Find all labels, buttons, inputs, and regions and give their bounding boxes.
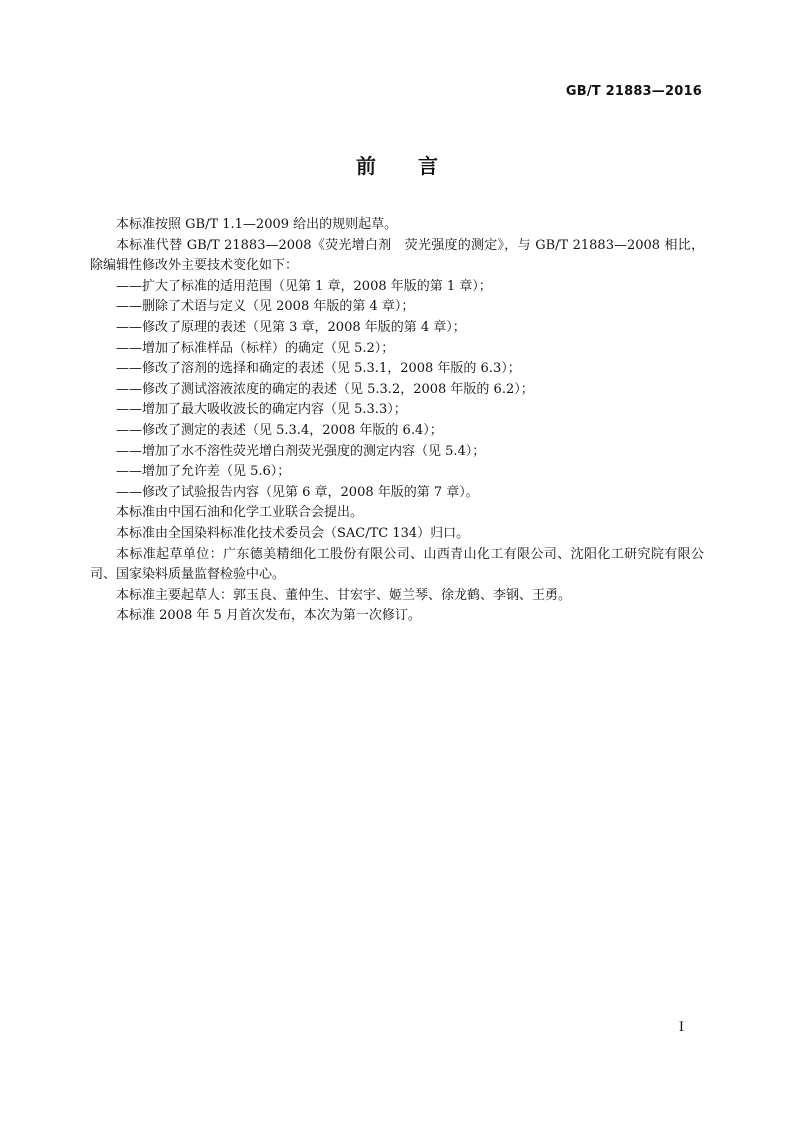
change-item: ——扩大了标准的适用范围（见第 1 章，2008 年版的第 1 章）；	[116, 278, 492, 294]
change-item: ——修改了原理的表述（见第 3 章，2008 年版的第 4 章）；	[116, 319, 466, 335]
paragraph-centralized-by: 本标准由全国染料标准化技术委员会（SAC/TC 134）归口。	[116, 525, 470, 541]
page-number: I	[678, 1020, 684, 1035]
paragraph-drafting-units: 本标准起草单位：广东德美精细化工股份有限公司、山西青山化工有限公司、沈阳化工研究院有限公司、国家染料质量监督检验中心。	[90, 546, 704, 583]
paragraph-replacement-note: 本标准代替 GB/T 21883—2008《荧光增白剂 荧光强度的测定》，与 GB/T 21883—2008 相比，除编辑性修改外主要技术变化如下：	[90, 237, 704, 274]
change-item: ——修改了溶剂的选择和确定的表述（见 5.3.1，2008 年版的 6.3）；	[116, 361, 521, 377]
paragraph-release-history: 本标准 2008 年 5 月首次发布，本次为第一次修订。	[116, 608, 421, 624]
change-item: ——增加了水不溶性荧光增白剂荧光强度的测定内容（见 5.4）；	[116, 443, 486, 459]
change-item: ——增加了标准样品（标样）的确定（见 5.2）；	[116, 340, 395, 356]
standard-number: GB/T 21883—2016	[565, 84, 702, 99]
change-item: ——增加了允许差（见 5.6）；	[116, 464, 291, 480]
paragraph-drafting-rules: 本标准按照 GB/T 1.1—2009 给出的规则起草。	[116, 217, 398, 232]
foreword-body	[90, 215, 704, 627]
page-title: 前言	[356, 154, 480, 178]
paragraph-drafters: 本标准主要起草人：郭玉良、董仲生、甘宏宇、姬兰琴、徐龙鹤、李钢、王勇。	[116, 587, 572, 603]
change-item: ——修改了测定的表述（见 5.3.4，2008 年版的 6.4）；	[116, 422, 443, 438]
paragraph-proposed-by: 本标准由中国石油和化学工业联合会提出。	[116, 505, 364, 521]
change-item: ——修改了试验报告内容（见第 6 章，2008 年版的第 7 章）。	[116, 484, 479, 500]
change-item: ——增加了最大吸收波长的确定内容（见 5.3.3）；	[116, 402, 407, 418]
change-item: ——修改了测试溶液浓度的确定的表述（见 5.3.2，2008 年版的 6.2）；	[116, 381, 534, 397]
change-item: ——删除了术语与定义（见 2008 年版的第 4 章）；	[116, 299, 415, 315]
